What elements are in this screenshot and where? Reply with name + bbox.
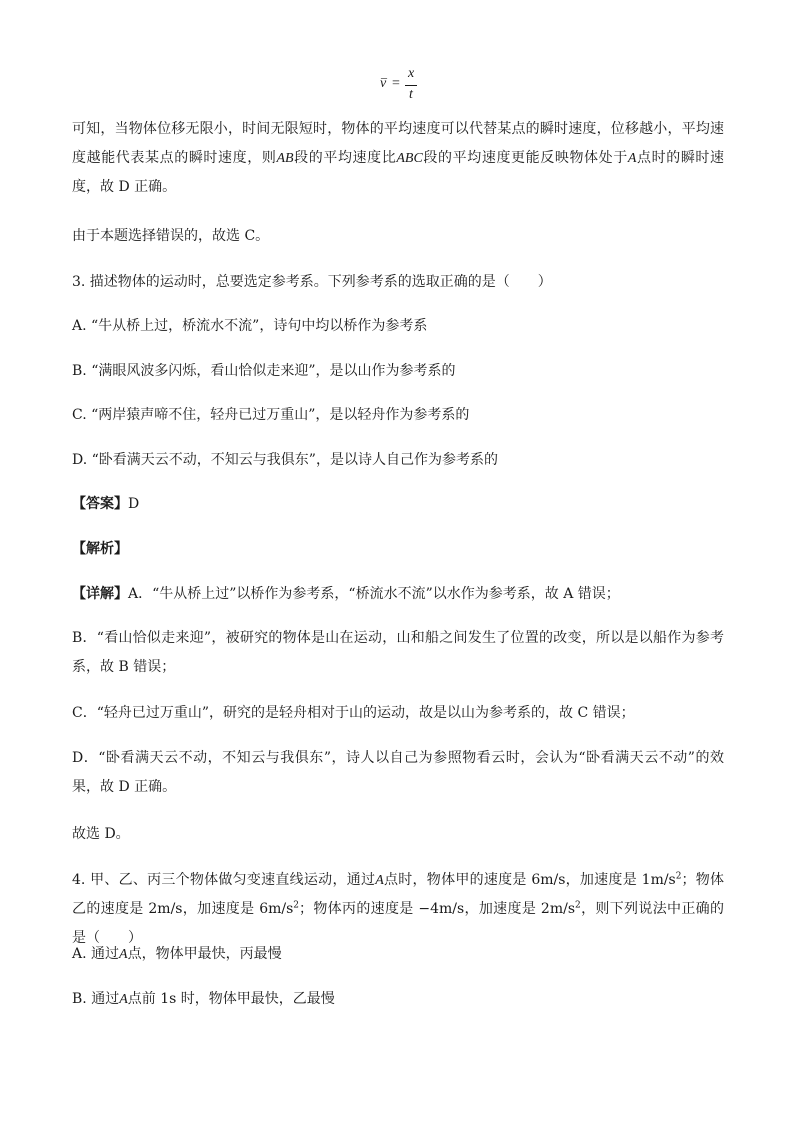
q4-stem-2a: 的速度是 2m/s，加速度是 6m/s — [86, 901, 294, 917]
q4-option-a-prefix: A. 通过 — [72, 946, 120, 962]
segment-abc: ABC — [396, 151, 423, 166]
q4-option-a-point: A — [119, 947, 128, 962]
answer-label: 【答案】 — [72, 496, 128, 512]
detail-label: 【详解】 — [72, 586, 128, 602]
q4-option-a-text: 点，物体甲最快，丙最慢 — [127, 946, 282, 962]
q3-option-d: D. “卧看满天云不动，不知云与我俱东”，是以诗人自己作为参考系的 — [72, 452, 498, 468]
q4-stem-2c: ，则下列说法中正确的是（ ） — [72, 901, 724, 946]
detail-b-line-1: B．“看山恰似走来迎”，被研究的物体是山在运动，山和船之间发生了位置的改变，所以是以船作为参考 — [72, 630, 724, 646]
intro-conclusion: 由于本题选择错误的，故选 C。 — [72, 228, 270, 244]
detail-b-line-2: 系，故 B 错误； — [72, 659, 176, 675]
segment-ab: AB — [276, 151, 294, 166]
formula-numerator: x — [408, 66, 415, 81]
q4-sup-3: 2 — [575, 900, 581, 911]
q4-stem-2b: ；物体丙的速度是 −4m/s，加速度是 2m/s — [299, 901, 576, 917]
q4-stem-1a: 4. 甲、乙、丙三个物体做匀变速直线运动，通过 — [72, 872, 376, 888]
formula-denominator: t — [409, 87, 413, 102]
intro-line-1: 可知，当物体位移无限小，时间无限短时，物体的平均速度可以代替某点的瞬时速度，位移越小，平均速 — [72, 121, 724, 137]
q4-stem-1c: ；物体乙 — [72, 872, 724, 917]
intro-line-3: 度，故 D 正确。 — [72, 179, 177, 195]
point-a: A — [627, 151, 637, 166]
detail-a-text: A．“牛从桥上过”以桥作为参考系，“桥流水不流”以水作为参考系，故 A 错误； — [128, 586, 620, 602]
q3-option-c: C. “两岸猿声啼不住，轻舟已过万重山”，是以轻舟作为参考系的 — [72, 407, 470, 423]
intro-line-2a: 度越能代表某点的瞬时速度，则 — [72, 150, 277, 166]
formula-bar: _ — [381, 66, 387, 80]
q4-option-b-prefix: B. 通过 — [72, 991, 120, 1007]
detail-d-line-1: D．“卧看满天云不动，不知云与我俱东”，诗人以自己为参照物看云时，会认为“卧看满天云不动”的效 — [72, 750, 724, 766]
q3-option-a: A. “牛从桥上过，桥流水不流”，诗句中均以桥作为参考系 — [72, 318, 428, 334]
q3-conclusion: 故选 D。 — [72, 826, 130, 842]
q4-option-a — [72, 940, 724, 969]
q3-detail-a — [72, 580, 724, 609]
q4-option-b-text: 点前 1s 时，物体甲最快，乙最慢 — [127, 991, 335, 1007]
intro-paragraph — [72, 115, 724, 202]
fraction-line — [405, 85, 417, 86]
q3-option-b: B. “满眼风波多闪烁，看山恰似走来迎”，是以山作为参考系的 — [72, 363, 456, 379]
q4-option-b — [72, 985, 724, 1014]
q3-detail-b — [72, 624, 724, 682]
formula-lhs: v — [380, 76, 387, 91]
formula-equals: = — [392, 76, 400, 91]
q4-option-b-point: A — [119, 992, 128, 1007]
q3-detail-c: C．“轻舟已过万重山”，研究的是轻舟相对于山的运动，故是以山为参考系的，故 C 错误； — [72, 705, 635, 721]
q4-stem-1b: 点时，物体甲的速度是 6m/s，加速度是 1m/s — [383, 872, 676, 888]
average-velocity-formula — [378, 64, 438, 106]
intro-line-2c: 段的平均速度更能反映物体处于 — [422, 150, 628, 166]
q4-sup-2: 2 — [293, 900, 300, 911]
analysis-label: 【解析】 — [72, 541, 128, 557]
q3-answer — [72, 490, 724, 519]
q3-stem: 3. 描述物体的运动时，总要选定参考系。下列参考系的选取正确的是（ ） — [72, 274, 552, 290]
q4-point-a: A — [375, 873, 384, 888]
intro-line-2b: 段的平均速度比 — [293, 150, 397, 166]
answer-value: D — [128, 496, 140, 512]
q3-detail-d — [72, 744, 724, 802]
q4-sup-1: 2 — [675, 871, 682, 882]
intro-line-2d: 点时的瞬时速 — [636, 150, 725, 166]
detail-d-line-2: 果，故 D 正确。 — [72, 779, 177, 795]
